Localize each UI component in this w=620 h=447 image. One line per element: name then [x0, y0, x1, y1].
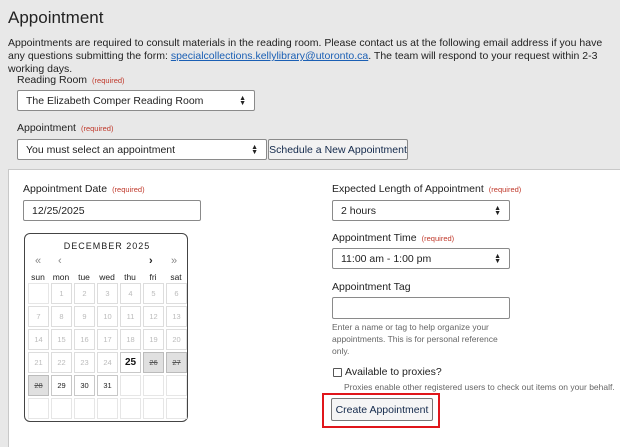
reading-room-label [17, 74, 125, 86]
proxies-hint: Proxies enable other registered users to check out items on your behalf. [344, 382, 615, 392]
calendar-blank-cell [51, 398, 72, 419]
required-marker: (required) [112, 185, 145, 194]
appointment-date-input[interactable]: 12/25/2025 [23, 200, 201, 221]
calendar-day-22: 22 [51, 352, 72, 373]
calendar-day-31[interactable]: 31 [97, 375, 118, 396]
calendar-day-17: 17 [97, 329, 118, 350]
prev-year-icon[interactable]: « [35, 255, 42, 267]
email-link[interactable]: specialcollections.kellylibrary@utoronto.ca [170, 50, 369, 62]
length-select-value: 2 hours [341, 204, 377, 217]
weekday-sat: sat [170, 272, 182, 282]
calendar-day-13: 13 [166, 306, 187, 327]
select-arrows-icon: ▲ ▼ [494, 252, 501, 265]
calendar-blank-cell [74, 398, 95, 419]
intro-text-part2: . The team will respond to your request within 2-3 working days. [8, 50, 598, 75]
reading-room-select-value: The Elizabeth Comper Reading Room [26, 94, 204, 107]
select-arrows-icon: ▲ ▼ [239, 94, 246, 107]
calendar-blank-cell [120, 375, 141, 396]
calendar-day-5: 5 [143, 283, 164, 304]
required-marker: (required) [421, 234, 455, 243]
calendar-blank-cell [28, 398, 49, 419]
calendar-day-14: 14 [28, 329, 49, 350]
calendar-day-20: 20 [166, 329, 187, 350]
intro-text [8, 37, 616, 76]
calendar-blank-cell [143, 375, 164, 396]
appointment-date-label-text: Appointment Date [23, 183, 108, 195]
required-marker: (required) [80, 124, 114, 133]
length-label-text: Expected Length of Appointment [332, 183, 484, 195]
calendar-day-29[interactable]: 29 [51, 375, 72, 396]
calendar-day-27[interactable]: 27 [166, 352, 187, 373]
next-month-icon[interactable]: › [149, 255, 153, 267]
calendar-month: DECEMBER 2025 [63, 241, 151, 251]
calendar-blank-cell [143, 398, 164, 419]
weekday-mon: mon [52, 272, 70, 282]
calendar-day-16: 16 [74, 329, 95, 350]
calendar-day-12: 12 [143, 306, 164, 327]
calendar-day-25[interactable]: 25 [120, 352, 141, 373]
calendar-day-4: 4 [120, 283, 141, 304]
calendar-day-18: 18 [120, 329, 141, 350]
date-picker [24, 233, 188, 422]
create-appointment-button[interactable]: Create Appointment [331, 398, 433, 421]
calendar-day-9: 9 [74, 306, 95, 327]
tag-input[interactable] [332, 297, 510, 319]
calendar-day-6: 6 [166, 283, 187, 304]
calendar-day-8: 8 [51, 306, 72, 327]
page-title: Appointment [8, 8, 104, 27]
calendar-day-15: 15 [51, 329, 72, 350]
calendar-day-2: 2 [74, 283, 95, 304]
next-year-icon[interactable]: » [171, 255, 178, 267]
weekday-sun: sun [31, 272, 45, 282]
weekday-wed: wed [99, 272, 115, 282]
time-select-value: 11:00 am - 1:00 pm [341, 252, 432, 265]
calendar-day-28[interactable]: 28 [28, 375, 49, 396]
required-marker: (required) [488, 185, 522, 194]
calendar-day-23: 23 [74, 352, 95, 373]
calendar-day-21: 21 [28, 352, 49, 373]
length-label [332, 183, 521, 195]
schedule-new-appointment-button[interactable]: Schedule a New Appointment [268, 139, 408, 160]
tag-hint-line3: only. [332, 346, 350, 356]
weekday-tue: tue [78, 272, 90, 282]
calendar-day-30[interactable]: 30 [74, 375, 95, 396]
proxies-checkbox[interactable] [333, 368, 342, 377]
appointment-label [17, 122, 113, 134]
calendar-day-1: 1 [51, 283, 72, 304]
reading-room-select[interactable] [17, 90, 255, 111]
calendar-day-10: 10 [97, 306, 118, 327]
select-arrows-icon: ▲ ▼ [494, 204, 501, 217]
time-label [332, 232, 454, 244]
tag-label: Appointment Tag [332, 281, 411, 293]
calendar-day-19: 19 [143, 329, 164, 350]
required-marker: (required) [92, 76, 125, 85]
prev-month-icon[interactable]: ‹ [58, 255, 62, 267]
appointment-label-text: Appointment [17, 122, 76, 134]
calendar-day-3: 3 [97, 283, 118, 304]
calendar-blank-cell [166, 375, 187, 396]
calendar-day-26[interactable]: 26 [143, 352, 164, 373]
tag-hint-line2: appointments. This is for personal reference [332, 334, 498, 344]
calendar-day-24: 24 [97, 352, 118, 373]
appointment-select[interactable] [17, 139, 267, 160]
time-label-text: Appointment Time [332, 232, 417, 244]
calendar-day-7: 7 [28, 306, 49, 327]
reading-room-label-text: Reading Room [17, 74, 88, 86]
calendar-day-11: 11 [120, 306, 141, 327]
appointment-select-value: You must select an appointment [26, 143, 176, 156]
proxies-label[interactable]: Available to proxies? [345, 366, 442, 378]
select-arrows-icon: ▲ ▼ [251, 143, 258, 156]
calendar-blank-cell [28, 283, 49, 304]
calendar-blank-cell [166, 398, 187, 419]
calendar-blank-cell [120, 398, 141, 419]
appointment-date-label [23, 183, 145, 195]
time-select[interactable] [332, 248, 510, 269]
weekday-thu: thu [124, 272, 136, 282]
intro-text-part1: Appointments are required to consult materials in the reading room. Please contact us at the following email address if you have any questions submitting the form: [8, 37, 603, 62]
calendar-blank-cell [97, 398, 118, 419]
tag-hint-line1: Enter a name or tag to help organize your [332, 322, 489, 332]
weekday-fri: fri [149, 272, 157, 282]
length-select[interactable] [332, 200, 510, 221]
